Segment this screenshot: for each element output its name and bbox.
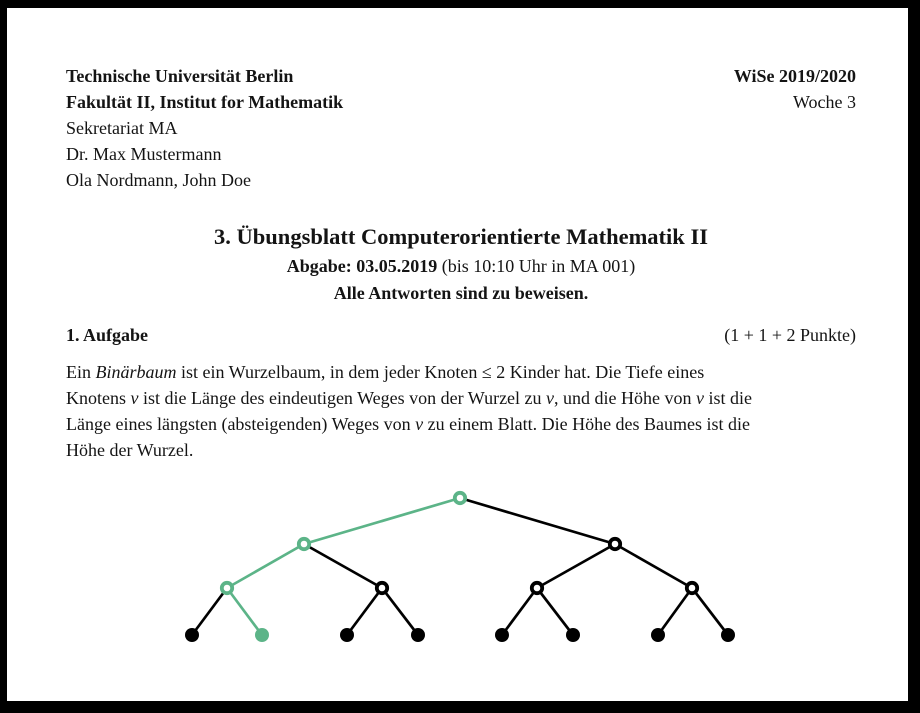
text-segment: ist die Länge des eindeutigen Weges von der Wurzel zu [138, 388, 547, 408]
text-segment-italic: Binärbaum [95, 362, 177, 382]
exercise-sheet-page [7, 8, 908, 701]
institution-name: Technische Universität Berlin [66, 66, 294, 86]
tree-node-filled [411, 628, 425, 642]
text-segment: , und die Höhe von [554, 388, 697, 408]
tree-node-filled [495, 628, 509, 642]
tree-edge [227, 544, 304, 588]
tree-node-hollow [377, 583, 387, 593]
deadline-date: Abgabe: 03.05.2019 [286, 256, 438, 276]
tree-node-hollow [687, 583, 697, 593]
tree-node-filled [340, 628, 354, 642]
tree-edge [460, 498, 615, 544]
sheet-title: 3. Übungsblatt Computerorientierte Mathematik II [214, 224, 708, 249]
tree-node-hollow-highlighted [455, 493, 465, 503]
text-segment-italic: v [415, 414, 424, 434]
task-points-label: (1 + 1 + 2 Punkte) [724, 325, 856, 345]
text-segment: ist ein Wurzelbaum, in dem jeder Knoten ≤ 2 Kinder hat. Die Tiefe eines [176, 362, 705, 382]
assistant-names: Ola Nordmann, John Doe [66, 170, 251, 190]
tree-edge [304, 544, 382, 588]
text-segment-italic: v [696, 388, 705, 408]
text-line [66, 359, 856, 385]
tree-edge [615, 544, 692, 588]
text-segment: Länge eines längsten (absteigenden) Weges von [66, 414, 416, 434]
deadline-details: (bis 10:10 Uhr in MA 001) [437, 256, 636, 276]
text-segment: Knotens [66, 388, 131, 408]
binary-tree-figure [160, 475, 760, 653]
text-line [66, 385, 856, 411]
tree-node-hollow [532, 583, 542, 593]
secretariat: Sekretariat MA [66, 118, 178, 138]
text-segment: Höhe der Wurzel. [66, 440, 194, 460]
tree-node-hollow-highlighted [222, 583, 232, 593]
deadline-line [66, 252, 856, 280]
tree-edge [227, 588, 262, 635]
tree-edge [502, 588, 537, 635]
text-segment: Ein [66, 362, 96, 382]
tree-node-filled [721, 628, 735, 642]
document-header [66, 63, 856, 193]
tree-node-hollow-highlighted [299, 539, 309, 549]
proof-note: Alle Antworten sind zu beweisen. [333, 283, 589, 303]
tree-node-filled [566, 628, 580, 642]
text-line [66, 437, 856, 463]
header-address-block [66, 63, 343, 193]
lecturer-name: Dr. Max Mustermann [66, 144, 222, 164]
tree-edge [304, 498, 460, 544]
task-text [66, 359, 856, 463]
week-label: Woche 3 [792, 92, 856, 112]
tree-edge [382, 588, 418, 635]
tree-node-filled [651, 628, 665, 642]
tree-node-hollow [610, 539, 620, 549]
text-segment: zu einem Blatt. Die Höhe des Baumes ist die [423, 414, 751, 434]
tree-edge [192, 588, 227, 635]
tree-edge [537, 544, 615, 588]
task-header-row [66, 322, 856, 348]
tree-edge [658, 588, 692, 635]
title-block [66, 221, 856, 307]
tree-node-filled-highlighted [255, 628, 269, 642]
text-segment: ist die [704, 388, 753, 408]
text-segment-italic: v [130, 388, 139, 408]
tree-node-filled [185, 628, 199, 642]
header-semester-block [734, 63, 856, 115]
semester-label: WiSe 2019/2020 [733, 66, 856, 86]
tree-edge [347, 588, 382, 635]
faculty-name: Fakultät II, Institut for Mathematik [66, 92, 344, 112]
task-number-label: 1. Aufgabe [66, 325, 149, 345]
tree-edge [537, 588, 573, 635]
tree-edge [692, 588, 728, 635]
text-line [66, 411, 856, 437]
text-segment-italic: v [546, 388, 555, 408]
